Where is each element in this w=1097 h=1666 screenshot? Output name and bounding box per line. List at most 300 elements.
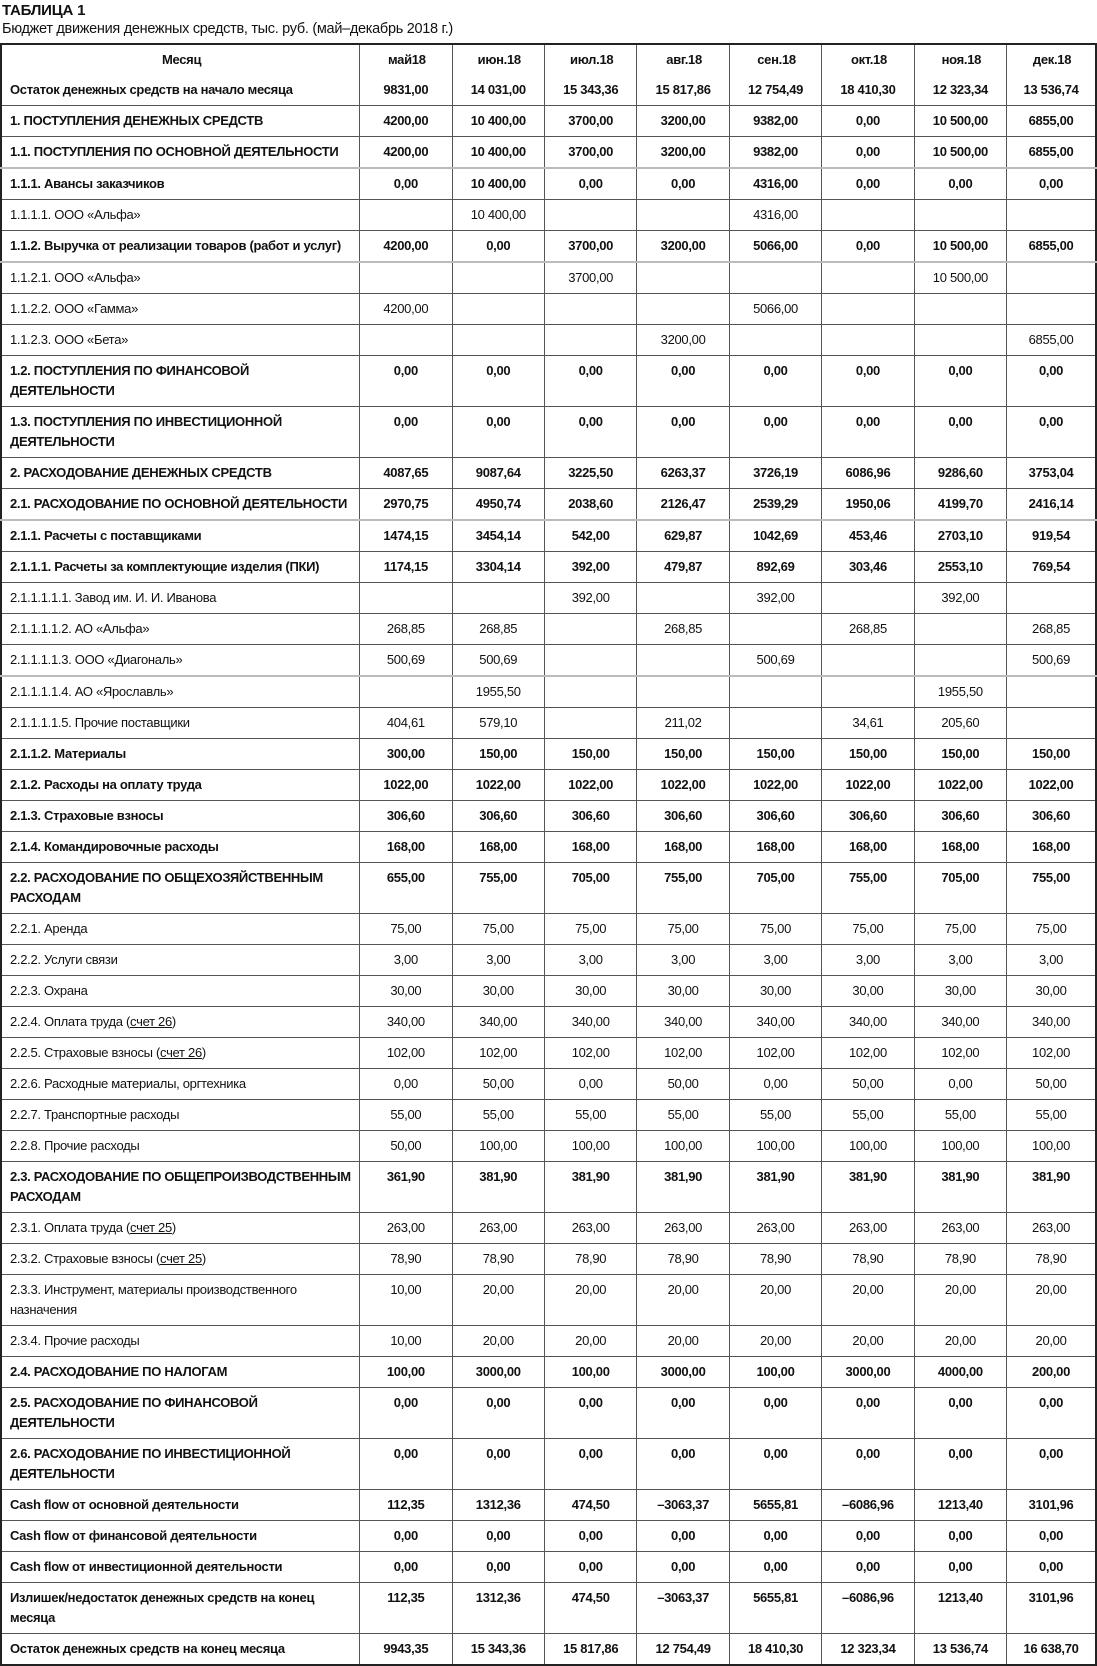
row-value: 306,60 <box>822 801 914 832</box>
row-value: 100,00 <box>729 1131 821 1162</box>
row-value: 30,00 <box>452 976 544 1007</box>
row-value <box>914 325 1006 356</box>
row-value: 1312,36 <box>452 1583 544 1634</box>
row-value: 0,00 <box>544 1069 636 1100</box>
row-value: 168,00 <box>1007 832 1096 863</box>
row-label <box>1 614 360 645</box>
row-value <box>1007 294 1096 325</box>
row-value: 100,00 <box>452 1131 544 1162</box>
row-value: 0,00 <box>360 1069 452 1100</box>
row-value: 1022,00 <box>637 770 729 801</box>
row-value: 0,00 <box>637 1521 729 1552</box>
row-value <box>544 614 636 645</box>
row-value: 0,00 <box>729 1388 821 1439</box>
row-value: 20,00 <box>452 1326 544 1357</box>
row-value: 34,61 <box>822 708 914 739</box>
row-value: 542,00 <box>544 520 636 552</box>
row-value: 75,00 <box>452 914 544 945</box>
row-label-text: Cash flow от основной деятельности <box>10 1497 239 1512</box>
row-value: 78,90 <box>822 1244 914 1275</box>
row-value: 30,00 <box>914 976 1006 1007</box>
row-value <box>914 645 1006 677</box>
row-value: 2539,29 <box>729 489 821 521</box>
row-value: 500,69 <box>1007 645 1096 677</box>
row-value: 0,00 <box>452 231 544 263</box>
row-value: 1474,15 <box>360 520 452 552</box>
row-value: 0,00 <box>822 137 914 169</box>
row-label <box>1 294 360 325</box>
row-value: 1022,00 <box>544 770 636 801</box>
row-label-text: 2.2.5. Страховые взносы ( <box>10 1045 161 1060</box>
row-value: 381,90 <box>822 1162 914 1213</box>
table-row <box>1 1007 1096 1038</box>
row-value: 0,00 <box>360 1388 452 1439</box>
row-value: 200,00 <box>1007 1357 1096 1388</box>
row-value: 112,35 <box>360 1583 452 1634</box>
row-value: 50,00 <box>1007 1069 1096 1100</box>
table-row <box>1 801 1096 832</box>
row-value: 306,60 <box>452 801 544 832</box>
row-value: 0,00 <box>452 1388 544 1439</box>
row-label-text: 2.3.2. Страховые взносы ( <box>10 1251 161 1266</box>
row-value: 0,00 <box>729 1552 821 1583</box>
row-value: 10 400,00 <box>452 106 544 137</box>
row-label-text: 2.1.1.1.1.5. Прочие поставщики <box>10 715 190 730</box>
row-value: 0,00 <box>360 407 452 458</box>
row-label <box>1 863 360 914</box>
row-label-text: 2.1.1.2. Материалы <box>10 746 126 761</box>
row-value: 0,00 <box>544 356 636 407</box>
table-row <box>1 1388 1096 1439</box>
table-row <box>1 1038 1096 1069</box>
row-label <box>1 168 360 200</box>
row-value: 14 031,00 <box>452 75 544 106</box>
row-value: 50,00 <box>822 1069 914 1100</box>
row-value: 0,00 <box>637 1388 729 1439</box>
row-value: 102,00 <box>452 1038 544 1069</box>
table-row <box>1 1162 1096 1213</box>
row-value: 55,00 <box>914 1100 1006 1131</box>
row-value: 102,00 <box>544 1038 636 1069</box>
row-label-text: 2.2.7. Транспортные расходы <box>10 1107 180 1122</box>
row-value: 75,00 <box>914 914 1006 945</box>
row-value: 500,69 <box>360 645 452 677</box>
row-label <box>1 200 360 231</box>
row-label-text: 2.6. РАСХОДОВАНИЕ ПО ИНВЕСТИЦИОННОЙ ДЕЯТЕЛЬНОСТИ <box>10 1446 291 1481</box>
account-link[interactable]: счет 26 <box>130 1014 172 1029</box>
row-value: 3000,00 <box>452 1357 544 1388</box>
row-label <box>1 356 360 407</box>
row-value: 0,00 <box>637 356 729 407</box>
row-value: 150,00 <box>914 739 1006 770</box>
row-value: 4200,00 <box>360 137 452 169</box>
row-value: 1022,00 <box>1007 770 1096 801</box>
account-link[interactable]: счет 25 <box>130 1220 172 1235</box>
row-value <box>822 676 914 708</box>
row-value: 6263,37 <box>637 458 729 489</box>
row-label-text: 2.2. РАСХОДОВАНИЕ ПО ОБЩЕХОЗЯЙСТВЕННЫМ РАСХОДАМ <box>10 870 323 905</box>
row-value <box>544 708 636 739</box>
table-row <box>1 614 1096 645</box>
row-value <box>637 262 729 294</box>
row-label <box>1 106 360 137</box>
row-value: 3726,19 <box>729 458 821 489</box>
table-row <box>1 200 1096 231</box>
row-value: 1022,00 <box>822 770 914 801</box>
row-value <box>637 200 729 231</box>
row-value: 10,00 <box>360 1275 452 1326</box>
row-label-text: 2.2.3. Охрана <box>10 983 88 998</box>
header-month: авг.18 <box>637 44 729 75</box>
row-value <box>1007 583 1096 614</box>
row-value: 0,00 <box>822 168 914 200</box>
table-row <box>1 1521 1096 1552</box>
row-label-text: 2.1.4. Командировочные расходы <box>10 839 219 854</box>
row-label-suffix: ) <box>201 1045 206 1060</box>
row-value: 392,00 <box>914 583 1006 614</box>
table-row <box>1 863 1096 914</box>
row-value: 4000,00 <box>914 1357 1006 1388</box>
row-value: 769,54 <box>1007 552 1096 583</box>
row-value: 3200,00 <box>637 106 729 137</box>
row-value: 263,00 <box>544 1213 636 1244</box>
row-label-text: 1. ПОСТУПЛЕНИЯ ДЕНЕЖНЫХ СРЕДСТВ <box>10 113 264 128</box>
row-label <box>1 832 360 863</box>
row-value: 0,00 <box>822 1388 914 1439</box>
row-value: 0,00 <box>729 1069 821 1100</box>
header-month: окт.18 <box>822 44 914 75</box>
row-label <box>1 75 360 106</box>
row-value: 30,00 <box>544 976 636 1007</box>
row-value: 306,60 <box>1007 801 1096 832</box>
row-value: 340,00 <box>1007 1007 1096 1038</box>
row-value <box>729 676 821 708</box>
row-value: 2703,10 <box>914 520 1006 552</box>
row-value: 268,85 <box>452 614 544 645</box>
row-value: 30,00 <box>729 976 821 1007</box>
row-value: 1174,15 <box>360 552 452 583</box>
row-value: 474,50 <box>544 1490 636 1521</box>
row-label-text: 2.2.8. Прочие расходы <box>10 1138 140 1153</box>
row-value: 381,90 <box>544 1162 636 1213</box>
row-value: 5655,81 <box>729 1583 821 1634</box>
row-value: 20,00 <box>729 1275 821 1326</box>
row-value: 20,00 <box>452 1275 544 1326</box>
row-value: 0,00 <box>914 1521 1006 1552</box>
row-label-text: 2.5. РАСХОДОВАНИЕ ПО ФИНАНСОВОЙ ДЕЯТЕЛЬНОСТИ <box>10 1395 258 1430</box>
row-value: 1022,00 <box>914 770 1006 801</box>
row-value: 168,00 <box>637 832 729 863</box>
row-value: 10,00 <box>360 1326 452 1357</box>
table-caption: Бюджет движения денежных средств, тыс. руб. (май–декабрь 2018 г.) <box>2 21 453 37</box>
row-value: 9382,00 <box>729 137 821 169</box>
row-value: 0,00 <box>452 1439 544 1490</box>
table-row <box>1 708 1096 739</box>
row-value: 1213,40 <box>914 1490 1006 1521</box>
table-row <box>1 458 1096 489</box>
row-value: 78,90 <box>452 1244 544 1275</box>
row-label <box>1 1069 360 1100</box>
row-label-suffix: ) <box>171 1014 176 1029</box>
row-value: 0,00 <box>544 1439 636 1490</box>
row-label <box>1 231 360 263</box>
row-value: 4200,00 <box>360 294 452 325</box>
row-value: 55,00 <box>637 1100 729 1131</box>
row-value: 381,90 <box>729 1162 821 1213</box>
table-row <box>1 1583 1096 1634</box>
row-value: 0,00 <box>452 1521 544 1552</box>
row-value: 13 536,74 <box>914 1634 1006 1666</box>
row-label-text: 2.1.1.1.1.2. АО «Альфа» <box>10 621 150 636</box>
row-value: 0,00 <box>544 168 636 200</box>
row-label-text: Cash flow от финансовой деятельности <box>10 1528 257 1543</box>
row-value: 0,00 <box>729 1439 821 1490</box>
row-value <box>544 325 636 356</box>
row-label <box>1 801 360 832</box>
row-value: 20,00 <box>544 1275 636 1326</box>
row-value: 2126,47 <box>637 489 729 521</box>
row-value: 474,50 <box>544 1583 636 1634</box>
header-month: сен.18 <box>729 44 821 75</box>
row-value: 0,00 <box>360 356 452 407</box>
row-value: 705,00 <box>729 863 821 914</box>
row-value: 6855,00 <box>1007 137 1096 169</box>
row-label <box>1 1388 360 1439</box>
table-row <box>1 137 1096 169</box>
table-row <box>1 407 1096 458</box>
row-value: 3000,00 <box>637 1357 729 1388</box>
row-value: 306,60 <box>637 801 729 832</box>
row-value: 0,00 <box>729 1521 821 1552</box>
row-value: 150,00 <box>544 739 636 770</box>
row-value: 3,00 <box>544 945 636 976</box>
table-row <box>1 1634 1096 1666</box>
row-value: 9831,00 <box>360 75 452 106</box>
table-row <box>1 1275 1096 1326</box>
row-value: 0,00 <box>360 1552 452 1583</box>
row-label-text: 2.3. РАСХОДОВАНИЕ ПО ОБЩЕПРОИЗВОДСТВЕННЫМ РАСХОДАМ <box>10 1169 351 1204</box>
row-label-text: 2. РАСХОДОВАНИЕ ДЕНЕЖНЫХ СРЕДСТВ <box>10 465 272 480</box>
row-value: 75,00 <box>360 914 452 945</box>
row-value: 55,00 <box>1007 1100 1096 1131</box>
row-label <box>1 676 360 708</box>
row-value: 263,00 <box>1007 1213 1096 1244</box>
row-value: 102,00 <box>637 1038 729 1069</box>
row-value: 3,00 <box>452 945 544 976</box>
row-value <box>637 294 729 325</box>
row-value: 340,00 <box>544 1007 636 1038</box>
row-value: 3,00 <box>637 945 729 976</box>
row-value: 205,60 <box>914 708 1006 739</box>
account-link[interactable]: счет 26 <box>160 1045 202 1060</box>
row-value: 1042,69 <box>729 520 821 552</box>
row-value: 100,00 <box>1007 1131 1096 1162</box>
row-label-text: Излишек/недостаток денежных средств на конец месяца <box>10 1590 315 1625</box>
row-label <box>1 552 360 583</box>
row-value: 100,00 <box>637 1131 729 1162</box>
table-row <box>1 914 1096 945</box>
row-value: 75,00 <box>1007 914 1096 945</box>
row-value: 20,00 <box>914 1275 1006 1326</box>
table-row <box>1 583 1096 614</box>
row-value <box>452 583 544 614</box>
row-value: 340,00 <box>822 1007 914 1038</box>
row-value: 306,60 <box>544 801 636 832</box>
row-value <box>914 200 1006 231</box>
row-label <box>1 137 360 169</box>
row-value: 0,00 <box>729 356 821 407</box>
row-value: 100,00 <box>729 1357 821 1388</box>
row-label-text: 2.1.1. Расчеты с поставщиками <box>10 528 202 543</box>
row-value: 263,00 <box>729 1213 821 1244</box>
table-row <box>1 106 1096 137</box>
row-value: 3,00 <box>822 945 914 976</box>
header-month: ноя.18 <box>914 44 1006 75</box>
row-value: 3753,04 <box>1007 458 1096 489</box>
row-value: 55,00 <box>360 1100 452 1131</box>
row-value: 168,00 <box>729 832 821 863</box>
row-value: 306,60 <box>729 801 821 832</box>
row-value: –6086,96 <box>822 1490 914 1521</box>
row-value: 3101,96 <box>1007 1490 1096 1521</box>
row-value <box>729 614 821 645</box>
row-value: 755,00 <box>452 863 544 914</box>
row-value: 78,90 <box>637 1244 729 1275</box>
row-value: 705,00 <box>544 863 636 914</box>
row-value: 0,00 <box>452 356 544 407</box>
row-value: 10 500,00 <box>914 262 1006 294</box>
row-value: 404,61 <box>360 708 452 739</box>
row-value: 9087,64 <box>452 458 544 489</box>
row-value: 150,00 <box>637 739 729 770</box>
row-value: 102,00 <box>914 1038 1006 1069</box>
row-value: 263,00 <box>360 1213 452 1244</box>
row-value <box>729 325 821 356</box>
row-label <box>1 1213 360 1244</box>
row-value: 78,90 <box>360 1244 452 1275</box>
row-value: 0,00 <box>1007 168 1096 200</box>
row-value: 78,90 <box>914 1244 1006 1275</box>
row-value: 268,85 <box>637 614 729 645</box>
row-value: 3200,00 <box>637 137 729 169</box>
row-value <box>360 676 452 708</box>
row-value: 381,90 <box>914 1162 1006 1213</box>
table-row <box>1 1326 1096 1357</box>
row-value: 381,90 <box>1007 1162 1096 1213</box>
row-value: 919,54 <box>1007 520 1096 552</box>
row-value: 1022,00 <box>452 770 544 801</box>
row-value: 10 400,00 <box>452 200 544 231</box>
row-label-text: 2.1. РАСХОДОВАНИЕ ПО ОСНОВНОЙ ДЕЯТЕЛЬНОСТИ <box>10 496 348 511</box>
row-value: 0,00 <box>822 1521 914 1552</box>
table-row <box>1 645 1096 677</box>
table-row <box>1 168 1096 200</box>
row-value: 381,90 <box>452 1162 544 1213</box>
row-label <box>1 1244 360 1275</box>
row-label <box>1 1634 360 1666</box>
row-label-text: 1.1. ПОСТУПЛЕНИЯ ПО ОСНОВНОЙ ДЕЯТЕЛЬНОСТИ <box>10 144 339 159</box>
row-value <box>914 294 1006 325</box>
row-value: 629,87 <box>637 520 729 552</box>
row-label-text: 2.3.1. Оплата труда ( <box>10 1220 131 1235</box>
row-value: 0,00 <box>637 407 729 458</box>
row-value <box>360 325 452 356</box>
row-label-text: 1.1.2.2. ООО «Гамма» <box>10 301 139 316</box>
cash-flow-budget-table <box>0 43 1097 1666</box>
row-value <box>822 325 914 356</box>
table-row <box>1 356 1096 407</box>
row-label <box>1 1357 360 1388</box>
row-label <box>1 1326 360 1357</box>
row-value: 0,00 <box>729 407 821 458</box>
row-value: 4950,74 <box>452 489 544 521</box>
row-value: 0,00 <box>544 407 636 458</box>
row-value: 263,00 <box>452 1213 544 1244</box>
row-value: 10 500,00 <box>914 106 1006 137</box>
table-row <box>1 231 1096 263</box>
row-value: 0,00 <box>637 1439 729 1490</box>
row-value: 0,00 <box>1007 1439 1096 1490</box>
row-value: 0,00 <box>360 168 452 200</box>
table-row <box>1 262 1096 294</box>
row-label-text: 2.3.3. Инструмент, материалы производственного назначения <box>10 1282 297 1317</box>
row-value: 9943,35 <box>360 1634 452 1666</box>
row-value: 0,00 <box>452 1552 544 1583</box>
row-value: 0,00 <box>637 1552 729 1583</box>
row-value: 102,00 <box>729 1038 821 1069</box>
row-value: 102,00 <box>360 1038 452 1069</box>
row-value: 12 323,34 <box>822 1634 914 1666</box>
row-value: 0,00 <box>637 168 729 200</box>
row-value: 4316,00 <box>729 168 821 200</box>
row-value: 15 343,36 <box>452 1634 544 1666</box>
row-value: 340,00 <box>914 1007 1006 1038</box>
row-value: 168,00 <box>544 832 636 863</box>
row-value: 5066,00 <box>729 294 821 325</box>
row-value: 3,00 <box>729 945 821 976</box>
table-row <box>1 552 1096 583</box>
row-value: 3,00 <box>1007 945 1096 976</box>
row-label <box>1 489 360 521</box>
row-value: 3700,00 <box>544 231 636 263</box>
row-value: 168,00 <box>822 832 914 863</box>
row-label <box>1 407 360 458</box>
account-link[interactable]: счет 25 <box>160 1251 202 1266</box>
row-value: 20,00 <box>637 1275 729 1326</box>
row-value: 500,69 <box>452 645 544 677</box>
row-value: 3304,14 <box>452 552 544 583</box>
row-value: 0,00 <box>914 1388 1006 1439</box>
row-value: 78,90 <box>544 1244 636 1275</box>
row-value: 705,00 <box>914 863 1006 914</box>
header-row <box>1 44 1096 75</box>
row-value: –3063,37 <box>637 1490 729 1521</box>
row-value: 75,00 <box>729 914 821 945</box>
row-value <box>822 583 914 614</box>
row-value: 0,00 <box>914 407 1006 458</box>
row-value: 392,00 <box>544 552 636 583</box>
row-value: 579,10 <box>452 708 544 739</box>
row-label <box>1 1275 360 1326</box>
table-row <box>1 1439 1096 1490</box>
row-value: 4200,00 <box>360 106 452 137</box>
row-value: 13 536,74 <box>1007 75 1096 106</box>
row-label <box>1 583 360 614</box>
row-value: 3700,00 <box>544 137 636 169</box>
row-label-text: 1.2. ПОСТУПЛЕНИЯ ПО ФИНАНСОВОЙ ДЕЯТЕЛЬНОСТИ <box>10 363 250 398</box>
header-month: май18 <box>360 44 452 75</box>
row-label <box>1 1038 360 1069</box>
